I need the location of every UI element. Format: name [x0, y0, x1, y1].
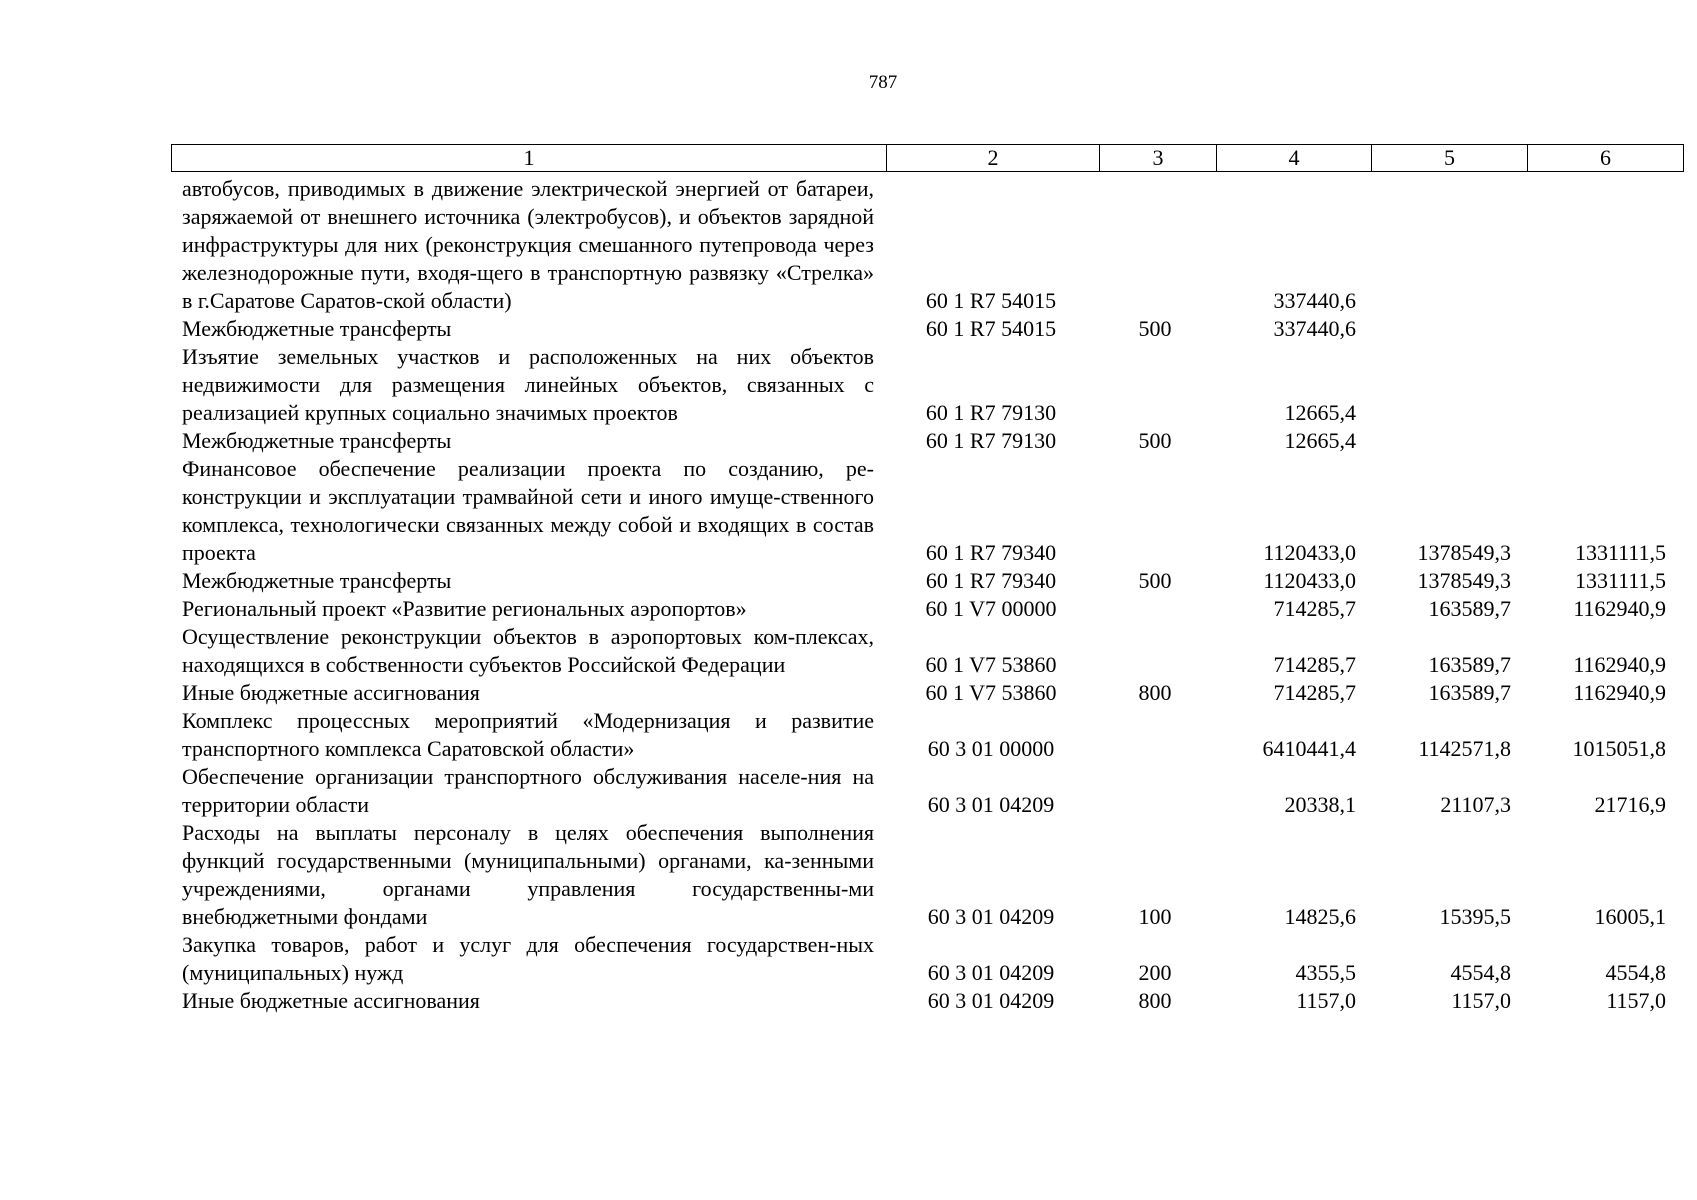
table-header	[171, 144, 1684, 172]
table-row	[171, 679, 1677, 707]
row-name: Межбюджетные трансферты	[182, 568, 452, 593]
row-code: 60 1 V7 53860	[925, 680, 1057, 705]
row-value-col4: 1120433,0	[1263, 540, 1356, 565]
row-expense-type: 500	[1138, 428, 1172, 453]
row-name: Закупка товаров, работ и услуг для обеспечения государствен-ных (муниципальных) нужд	[182, 932, 874, 985]
row-value-col5	[1367, 343, 1522, 427]
header-col-2: 2	[887, 145, 1100, 172]
row-value-col4: 14825,6	[1284, 904, 1356, 929]
table-row	[171, 707, 1677, 763]
row-value-col6	[1522, 427, 1677, 455]
header-col-6: 6	[1528, 145, 1684, 172]
row-value-col6	[1522, 175, 1677, 315]
row-value-col4: 20338,1	[1284, 792, 1356, 817]
row-value-col6: 1162940,9	[1573, 680, 1666, 705]
row-name: Изъятие земельных участков и расположенных на них объектов недвижимости для размещения линейных объектов, связанных с реализацией крупных социально значимых проектов	[182, 344, 874, 425]
row-code: 60 1 R7 79130	[925, 400, 1057, 425]
page-number: 787	[868, 72, 898, 93]
table-row	[171, 595, 1677, 623]
row-value-col6	[1522, 343, 1677, 427]
row-value-col6: 16005,1	[1594, 904, 1666, 929]
row-value-col6: 1331111,5	[1574, 540, 1666, 565]
row-value-col6: 1162940,9	[1573, 652, 1666, 677]
row-expense-type: 800	[1138, 988, 1172, 1013]
row-value-col6: 4554,8	[1605, 960, 1666, 985]
row-code: 60 1 R7 79130	[925, 428, 1057, 453]
row-name: Иные бюджетные ассигнования	[182, 988, 480, 1013]
row-value-col4: 337440,6	[1273, 316, 1356, 341]
row-code: 60 1 R7 54015	[925, 316, 1057, 341]
row-expense-type: 800	[1138, 680, 1172, 705]
row-value-col5: 163589,7	[1428, 596, 1511, 621]
row-value-col4: 714285,7	[1273, 652, 1356, 677]
row-code: 60 1 R7 54015	[925, 288, 1057, 313]
row-value-col4: 4355,5	[1295, 960, 1356, 985]
row-code: 60 3 01 04209	[927, 960, 1055, 985]
row-name: Межбюджетные трансферты	[182, 316, 452, 341]
row-value-col4: 337440,6	[1273, 288, 1356, 313]
row-expense-type: 100	[1138, 904, 1172, 929]
row-value-col5: 21107,3	[1440, 792, 1511, 817]
row-value-col4: 12665,4	[1284, 400, 1356, 425]
row-value-col6: 21716,9	[1594, 792, 1666, 817]
row-code: 60 1 V7 53860	[925, 652, 1057, 677]
row-expense-type	[1097, 455, 1213, 567]
row-name: Обеспечение организации транспортного обслуживания населе-ния на территории области	[182, 764, 874, 817]
header-col-3: 3	[1100, 145, 1217, 172]
row-expense-type	[1097, 595, 1213, 623]
row-expense-type	[1097, 763, 1213, 819]
row-name: автобусов, приводимых в движение электрической энергией от батареи, заряжаемой от внешнего источника (электробусов), и объектов зарядной инфраструктуры для них (реконструкция смешанного путепровода через железнодорожные пути, входя-щего в транспортную развязку «Стрелка» в г.Саратове Саратов-ской области)	[182, 176, 874, 313]
table-row	[171, 567, 1677, 595]
row-expense-type	[1097, 707, 1213, 763]
header-col-1: 1	[172, 145, 887, 172]
row-value-col5	[1367, 427, 1522, 455]
table-row	[171, 343, 1677, 427]
row-value-col6	[1522, 315, 1677, 343]
table-row	[171, 819, 1677, 931]
row-code: 60 3 01 04209	[927, 904, 1055, 929]
row-expense-type	[1097, 623, 1213, 679]
row-name: Расходы на выплаты персоналу в целях обеспечения выполнения функций государственными (муниципальными) органами, ка-зенными учреждениями, органами управления государственны-ми внебюджетными фондами	[182, 820, 874, 929]
row-code: 60 3 01 04209	[927, 988, 1055, 1013]
header-row	[172, 145, 1684, 172]
row-value-col4: 1120433,0	[1263, 568, 1356, 593]
table-row	[171, 427, 1677, 455]
header-col-4: 4	[1217, 145, 1372, 172]
table-row	[171, 623, 1677, 679]
row-value-col6: 1015051,8	[1572, 736, 1666, 761]
table-row	[171, 931, 1677, 987]
row-name: Региональный проект «Развитие региональных аэропортов»	[182, 596, 747, 621]
row-value-col5: 163589,7	[1428, 680, 1511, 705]
row-value-col4: 714285,7	[1273, 596, 1356, 621]
row-value-col5: 15395,5	[1439, 904, 1511, 929]
header-col-5: 5	[1372, 145, 1528, 172]
row-value-col4: 714285,7	[1273, 680, 1356, 705]
row-value-col6: 1162940,9	[1573, 596, 1666, 621]
row-expense-type: 200	[1138, 960, 1172, 985]
row-name: Комплекс процессных мероприятий «Модернизация и развитие транспортного комплекса Саратовской области»	[182, 708, 874, 761]
row-value-col4: 12665,4	[1284, 428, 1356, 453]
row-value-col5	[1367, 175, 1522, 315]
row-expense-type	[1097, 175, 1213, 315]
table-row	[171, 987, 1677, 1015]
row-value-col6: 1331111,5	[1574, 568, 1666, 593]
row-value-col5: 1157,0	[1451, 988, 1511, 1013]
row-value-col6: 1157,0	[1606, 988, 1666, 1013]
table-row	[171, 763, 1677, 819]
row-value-col4: 6410441,4	[1262, 736, 1356, 761]
budget-table	[171, 175, 1677, 1015]
row-code: 60 1 V7 00000	[925, 596, 1057, 621]
row-code: 60 1 R7 79340	[925, 540, 1057, 565]
row-value-col5: 1142571,8	[1418, 736, 1511, 761]
row-value-col5	[1367, 315, 1522, 343]
budget-table-body	[171, 175, 1677, 1015]
table-row	[171, 315, 1677, 343]
row-expense-type	[1097, 343, 1213, 427]
row-value-col5: 4554,8	[1450, 960, 1511, 985]
row-value-col5: 1378549,3	[1417, 540, 1511, 565]
row-name: Межбюджетные трансферты	[182, 428, 452, 453]
row-value-col5: 163589,7	[1428, 652, 1511, 677]
row-code: 60 1 R7 79340	[925, 568, 1057, 593]
table-row	[171, 455, 1677, 567]
row-expense-type: 500	[1138, 316, 1172, 341]
row-expense-type: 500	[1138, 568, 1172, 593]
row-value-col4: 1157,0	[1296, 988, 1356, 1013]
row-code: 60 3 01 00000	[927, 736, 1055, 761]
row-name: Финансовое обеспечение реализации проекта по созданию, ре-конструкции и эксплуатации трамвайной сети и иного имуще-ственного комплекса, технологически связанных между собой и входящих в состав проекта	[182, 456, 874, 565]
row-name: Иные бюджетные ассигнования	[182, 680, 480, 705]
row-value-col5: 1378549,3	[1417, 568, 1511, 593]
table-row	[171, 175, 1677, 315]
row-code: 60 3 01 04209	[927, 792, 1055, 817]
row-name: Осуществление реконструкции объектов в аэропортовых ком-плексах, находящихся в собственности субъектов Российской Федерации	[182, 624, 874, 677]
